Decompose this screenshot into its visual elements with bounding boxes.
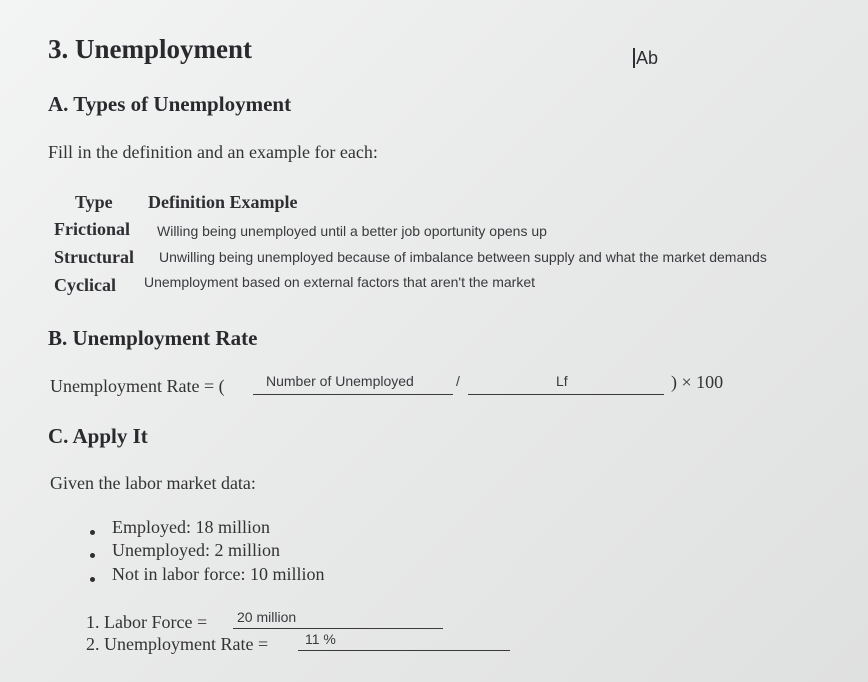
question-1-label: 1. Labor Force = <box>86 612 208 632</box>
list-item-employed: Employed: 18 million <box>112 517 270 537</box>
denominator-blank-line <box>468 394 664 395</box>
answer-cyclical[interactable]: Unemployment based on external factors that aren't the market <box>144 274 535 290</box>
formula-prefix: Unemployment Rate = ( <box>50 376 225 396</box>
question-1-blank-line <box>233 628 443 629</box>
section-b-heading: B. Unemployment Rate <box>48 326 258 350</box>
row-type-structural: Structural <box>54 247 134 267</box>
list-item-not-in-labor-force: Not in labor force: 10 million <box>112 564 325 584</box>
section-c-intro: Given the labor market data: <box>50 473 256 493</box>
formula-suffix: ) × 100 <box>671 372 724 392</box>
formula-divider: / <box>456 373 460 389</box>
row-type-frictional: Frictional <box>54 219 130 239</box>
answer-frictional[interactable]: Willing being unemployed until a better job oportunity opens up <box>157 223 547 239</box>
column-header-type: Type <box>75 192 113 212</box>
text-tool-button[interactable] <box>633 48 658 69</box>
section-a-instruction: Fill in the definition and an example for each: <box>48 142 378 162</box>
question-1-answer[interactable]: 20 million <box>237 609 297 625</box>
bullet-icon <box>90 530 95 535</box>
question-2-blank-line <box>298 650 510 651</box>
section-c-heading: C. Apply It <box>48 424 148 448</box>
denominator-answer[interactable]: Lf <box>556 373 568 389</box>
question-2-label: 2. Unemployment Rate = <box>86 634 269 654</box>
text-tool-label: Ab <box>636 48 659 68</box>
question-2-answer[interactable]: 11 % <box>305 631 336 647</box>
bullet-icon <box>90 553 95 558</box>
list-item-unemployed: Unemployed: 2 million <box>112 540 280 560</box>
section-a-heading: A. Types of Unemployment <box>48 92 292 116</box>
numerator-answer[interactable]: Number of Unemployed <box>266 373 414 389</box>
bullet-icon <box>90 577 95 582</box>
numerator-blank-line <box>253 394 453 395</box>
answer-structural[interactable]: Unwilling being unemployed because of imbalance between supply and what the market demands <box>159 249 767 265</box>
row-type-cyclical: Cyclical <box>54 275 116 295</box>
column-header-definition-example: Definition Example <box>148 192 298 212</box>
page-title: 3. Unemployment <box>48 34 252 64</box>
